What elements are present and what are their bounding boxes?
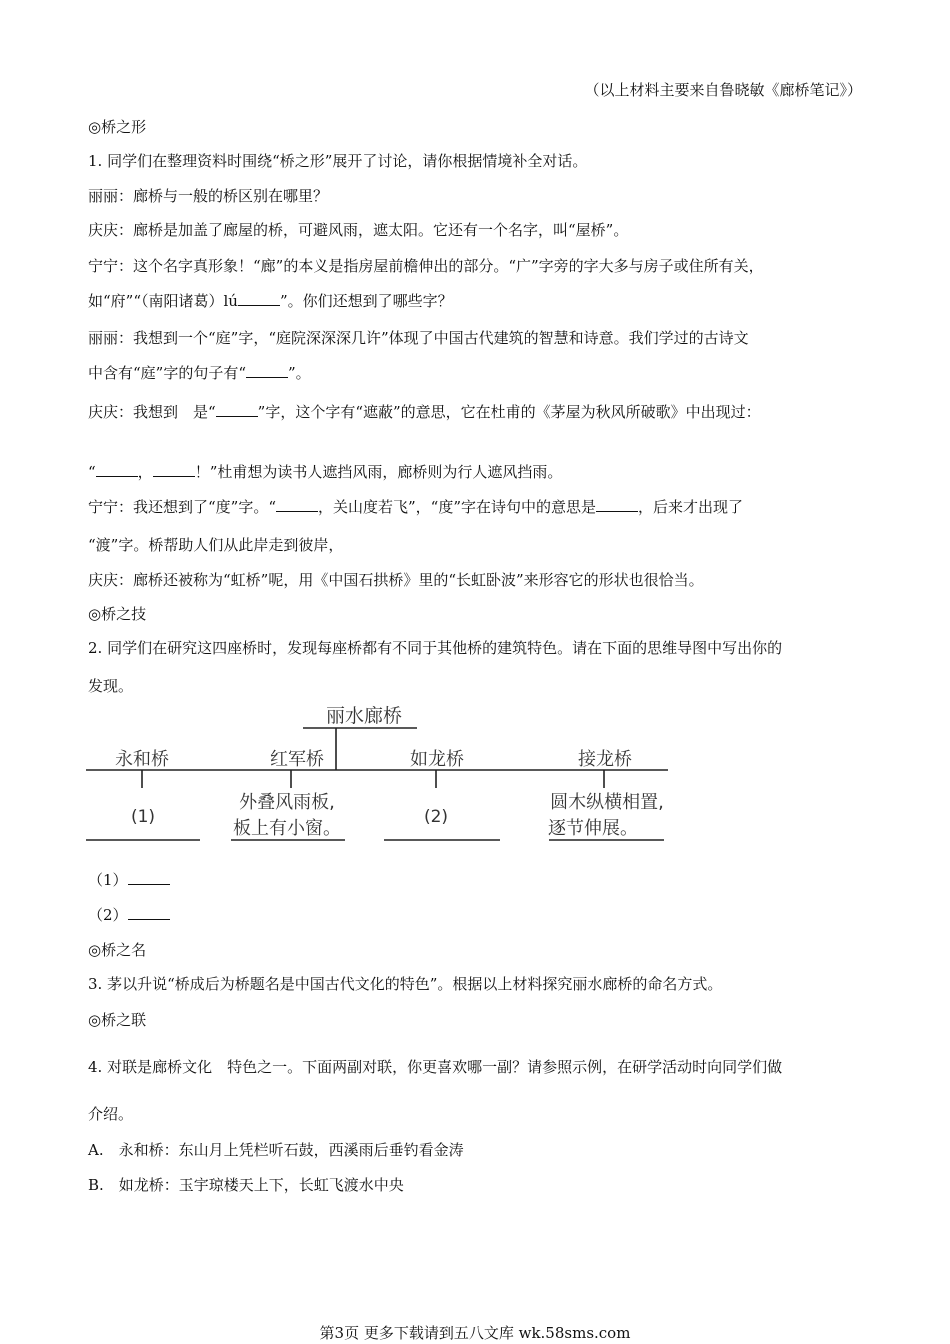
text-segment: 如“府”“（南阳诸葛）lú: [88, 292, 238, 310]
answer-label: （2）: [88, 906, 128, 924]
dialogue-line: [88, 402, 862, 422]
answer-label: （1）: [88, 871, 128, 889]
mindmap-answer-slot: (2): [423, 807, 449, 827]
dialogue-line: 庆庆：廊桥是加盖了廊屋的桥，可避风雨，遮太阳。它还有一个名字，叫“屋桥”。: [88, 221, 629, 239]
question-4-prompt-cont: 介绍。: [88, 1105, 134, 1123]
question-3-prompt: 3. 茅以升说“桥成后为桥题名是中国古代文化的特色”。根据以上材料探究丽水廊桥的命名方式。: [88, 975, 723, 993]
answer-line-2: [88, 905, 862, 925]
section-heading-name: ◎桥之名: [88, 941, 147, 959]
answer-blank[interactable]: [128, 870, 170, 885]
question-4-prompt: 4. 对联是廊桥文化 特色之一。下面两副对联，你更喜欢哪一副？请参照示例，在研学活动时向同学们做: [88, 1058, 783, 1076]
text-segment: ，后来才出现了: [638, 498, 744, 516]
text-segment: ，: [137, 463, 153, 481]
dialogue-line: 庆庆：廊桥还被称为“虹桥”呢，用《中国石拱桥》里的“长虹卧波”来形容它的形状也很恰当。: [88, 571, 704, 589]
mindmap-branch-label: 永和桥: [115, 749, 169, 770]
mindmap-content-line: 外叠风雨板,: [239, 792, 335, 813]
option-b: B. 如龙桥：玉宇琼楼天上下，长虹飞渡水中央: [88, 1176, 404, 1194]
text-segment: ”。你们还想到了哪些字？: [279, 292, 453, 310]
mindmap-content-line: 圆木纵横相置,: [550, 792, 664, 813]
answer-blank[interactable]: [246, 363, 288, 378]
dialogue-line: 丽丽：廊桥与一般的桥区别在哪里？: [88, 187, 329, 205]
text-segment: ”。: [288, 364, 311, 382]
answer-blank[interactable]: [276, 497, 318, 512]
page-footer: 第3页 更多下载请到五八文库 wk.58sms.com: [319, 1324, 631, 1342]
mindmap-content-line: 板上有小窗。: [233, 818, 341, 839]
section-heading-couplet: ◎桥之联: [88, 1011, 147, 1029]
mindmap-branch-label: 红军桥: [270, 749, 324, 770]
text-segment: 庆庆：我想到 是“: [88, 403, 216, 421]
answer-blank[interactable]: [96, 462, 138, 477]
answer-blank[interactable]: [153, 462, 195, 477]
text-segment: ！”杜甫想为读书人遮挡风雨，廊桥则为行人遮风挡雨。: [194, 463, 563, 481]
answer-blank[interactable]: [238, 291, 280, 306]
dialogue-line: 丽丽：我想到一个“庭”字，“庭院深深深几许”体现了中国古代建筑的智慧和诗意。我们学过的古诗文: [88, 329, 749, 347]
text-segment: 中含有“庭”字的句子有“: [88, 364, 247, 382]
answer-blank[interactable]: [216, 402, 258, 417]
dialogue-line: [88, 462, 862, 482]
answer-blank[interactable]: [128, 905, 170, 920]
mindmap-branch-label: 接龙桥: [578, 749, 632, 770]
section-heading-shape: ◎桥之形: [88, 118, 147, 136]
text-segment: ”字，这个字有“遮蔽”的意思，它在杜甫的《茅屋为秋风所破歌》中出现过：: [257, 403, 761, 421]
section-heading-technique: ◎桥之技: [88, 605, 147, 623]
answer-line-1: [88, 870, 862, 890]
text-segment: “: [88, 463, 96, 481]
dialogue-line: [88, 291, 862, 311]
question-2-prompt-cont: 发现。: [88, 677, 134, 695]
source-note: （以上材料主要来自鲁晓敏《廊桥笔记》）: [584, 81, 862, 99]
mindmap-content-line: 逐节伸展。: [548, 818, 638, 839]
question-2-prompt: 2. 同学们在研究这四座桥时，发现每座桥都有不同于其他桥的建筑特色。请在下面的思维导图中写出你的: [88, 639, 783, 657]
text-segment: ，关山度若飞”，“度”字在诗句中的意思是: [318, 498, 597, 516]
dialogue-line: [88, 497, 862, 517]
mindmap-answer-slot: (1): [130, 807, 156, 827]
option-a: A. 永和桥：东山月上凭栏听石鼓，西溪雨后垂钓看金涛: [88, 1141, 464, 1159]
answer-blank[interactable]: [596, 497, 638, 512]
dialogue-line: “渡”字。桥帮助人们从此岸走到彼岸，: [88, 536, 344, 554]
mindmap-branch-label: 如龙桥: [410, 749, 464, 770]
text-segment: 宁宁：我还想到了“度”字。“: [88, 498, 277, 516]
question-1-prompt: 1. 同学们在整理资料时围绕“桥之形”展开了讨论，请你根据情境补全对话。: [88, 152, 588, 170]
dialogue-line: 宁宁：这个名字真形象！“廊”的本义是指房屋前檐伸出的部分。“广”字旁的字大多与房子或住所有关，: [88, 257, 764, 275]
mindmap-root-label: 丽水廊桥: [325, 705, 403, 727]
dialogue-line: [88, 363, 862, 383]
